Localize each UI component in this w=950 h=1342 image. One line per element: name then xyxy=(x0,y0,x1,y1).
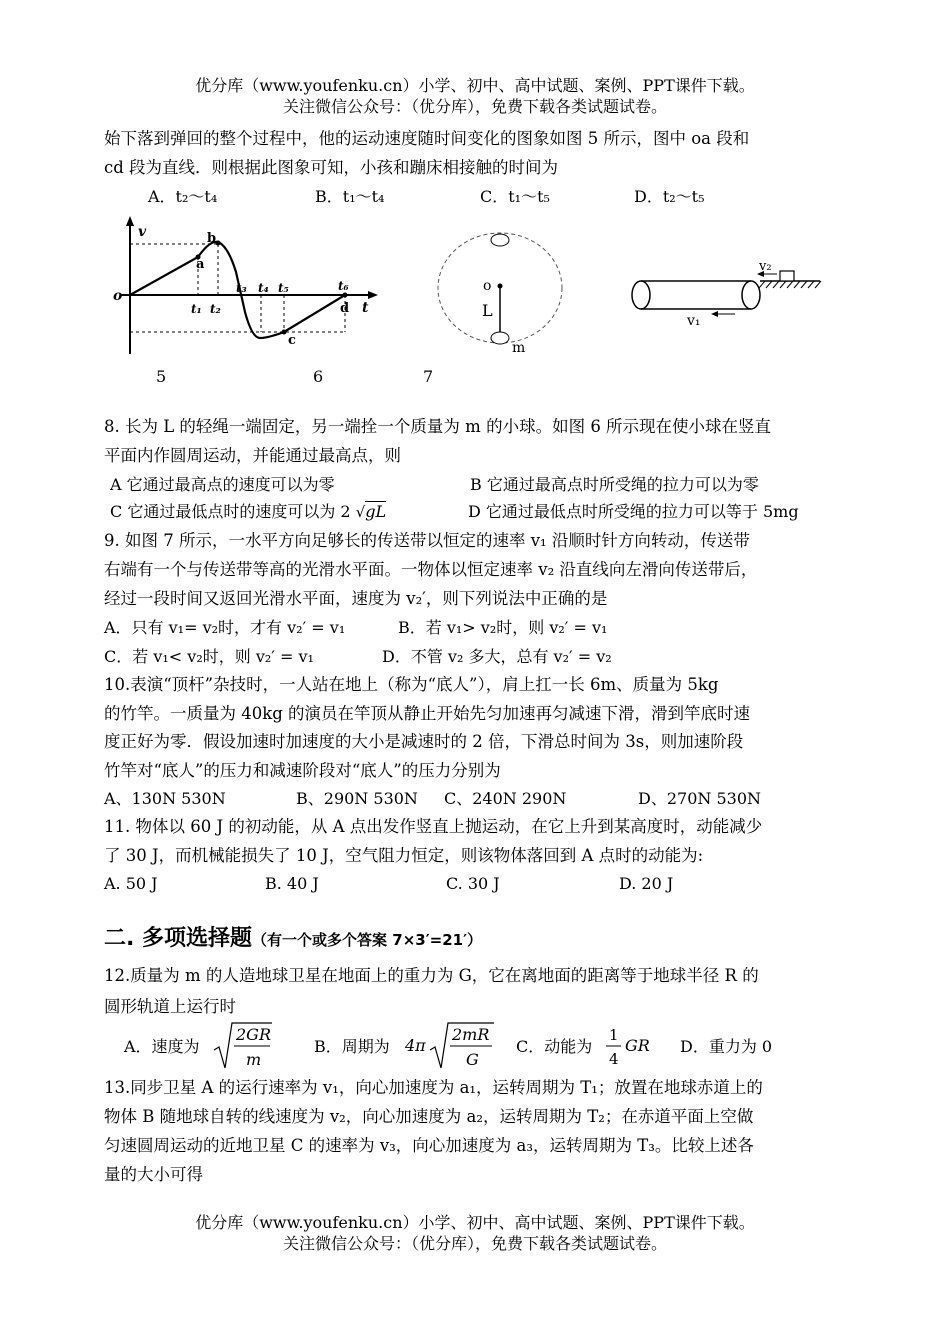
q12-option-b-coefficient: 4π xyxy=(405,1036,426,1055)
fig5-label-t: t xyxy=(362,300,369,316)
fig5-label-t2: t₂ xyxy=(210,302,221,316)
q12-c-denominator: 4 xyxy=(609,1050,619,1068)
fig5-label-t3: t₃ xyxy=(236,281,247,295)
q13-line-1: 13.同步卫星 A 的运行速率为 v₁，向心加速度为 a₁，运转周期为 T₁；放置在地球赤道上的 xyxy=(104,1078,763,1097)
fig5-label-d: d xyxy=(340,301,350,316)
q7-option-c: C．t₁～t₅ xyxy=(480,187,550,206)
fig6-ball-bottom xyxy=(491,332,509,344)
sqrt-symbol-icon: √ xyxy=(355,503,366,521)
q11-line-1: 11. 物体以 60 J 的初动能，从 A 点出发作竖直上抛运动，在它上升到某高度时，动能减少 xyxy=(104,817,763,836)
header-line-1: 优分库（www.youfenku.cn）小学、初中、高中试题、案例、PPT课件下载。 xyxy=(195,76,755,95)
fig5-label-o: o xyxy=(113,288,123,304)
q12-b-denominator: G xyxy=(466,1050,479,1069)
q8-option-c-text: C 它通过最低点时的速度可以为 2 xyxy=(110,502,351,521)
q10-option-a: A、130N 530N xyxy=(104,789,226,808)
q11-line-2: 了 30 J，而机械能损失了 10 J，空气阻力恒定，则该物体落回到 A 点时的动能为: xyxy=(104,846,704,865)
fig7-label-v2: v₂ xyxy=(759,259,772,274)
q11-option-a: A. 50 J xyxy=(104,874,158,893)
q9-option-a: A．只有 v₁= v₂时，才有 v₂′ = v₁ xyxy=(104,618,346,637)
fig7-left-roller xyxy=(632,281,650,309)
q12-line-2: 圆形轨道上运行时 xyxy=(104,997,236,1016)
fig6-ball-top xyxy=(491,234,509,246)
fig6-label-o: o xyxy=(483,278,492,294)
figure-5-vt-graph xyxy=(110,212,385,362)
fig6-label-L: L xyxy=(482,301,493,320)
q11-option-d: D. 20 J xyxy=(619,874,674,893)
q9-line-3: 经过一段时间又返回光滑水平面，速度为 v₂′，则下列说法中正确的是 xyxy=(104,589,608,608)
q8-option-a: A 它通过最高点的速度可以为零 xyxy=(110,475,335,494)
figure-6-caption: 6 xyxy=(313,367,324,386)
fig5-point-c xyxy=(282,330,287,335)
q12-option-a-label: A．速度为 xyxy=(124,1037,200,1056)
q13-line-3: 匀速圆周运动的近地卫星 C 的速率为 v₃，向心加速度为 a₃，运转周期为 T₃。比较上述各 xyxy=(104,1136,754,1155)
q11-option-c: C. 30 J xyxy=(446,874,500,893)
fig5-v-axis-arrow xyxy=(126,216,134,226)
q7-option-b: B．t₁～t₄ xyxy=(315,187,385,206)
section-2-title: 二. 多项选择题 xyxy=(104,926,253,951)
q12-a-numerator: 2GR xyxy=(236,1025,272,1044)
fig7-label-v1: v₁ xyxy=(687,313,701,329)
fig5-label-b: b xyxy=(207,231,217,246)
q8-option-c xyxy=(110,501,386,523)
q8-line-1: 8. 长为 L 的轻绳一端固定，另一端拴一个质量为 m 的小球。如图 6 所示现在使小球在竖直 xyxy=(104,417,772,436)
q12-a-denominator: m xyxy=(246,1050,262,1069)
fig7-block xyxy=(780,271,794,281)
figure-5-caption: 5 xyxy=(156,367,167,386)
q9-line-2: 右端有一个与传送带等高的光滑水平面。一物体以恒定速率 v₂ 沿直线向左滑向传送带后， xyxy=(104,560,758,579)
fig5-label-t1: t₁ xyxy=(191,302,202,316)
fig5-label-v: v xyxy=(138,224,147,240)
q10-option-c: C、240N 290N xyxy=(444,789,567,808)
q8-option-d: D 它通过最低点时所受绳的拉力可以等于 5mg xyxy=(468,502,799,521)
footer-line-1: 优分库（www.youfenku.cn）小学、初中、高中试题、案例、PPT课件下载。 xyxy=(195,1213,755,1232)
q7-text-line-2: cd 段为直线．则根据此图象可知，小孩和蹦床相接触的时间为 xyxy=(104,158,559,177)
q12-c-numerator: 1 xyxy=(609,1026,619,1044)
q10-line-3: 度正好为零．假设加速时加速度的大小是减速时的 2 倍，下滑总时间为 3s，则加速阶段 xyxy=(104,732,744,751)
q13-line-4: 量的大小可得 xyxy=(104,1165,203,1184)
fig5-point-b xyxy=(216,241,221,246)
fig7-surface-hatching xyxy=(759,281,821,288)
q10-line-2: 的竹竿。一质量为 40kg 的演员在竿顶从静止开始先匀加速再匀减速下滑，滑到竿底时速 xyxy=(104,704,751,723)
figure-7-caption: 7 xyxy=(423,367,434,386)
fig5-t-axis-arrow xyxy=(368,291,378,299)
q12-option-c-suffix: GR xyxy=(625,1036,650,1055)
q12-option-c-label: C．动能为 xyxy=(516,1037,593,1056)
fig6-label-m: m xyxy=(512,340,526,356)
q10-option-d: D、270N 530N xyxy=(638,789,761,808)
figure-7-conveyor xyxy=(625,255,825,335)
q12-option-b-label: B．周期为 xyxy=(314,1037,390,1056)
fig5-label-t6: t₆ xyxy=(338,279,349,293)
q7-text-line-1: 始下落到弹回的整个过程中，他的运动速度随时间变化的图象如图 5 所示，图中 oa 段和 xyxy=(104,129,750,148)
header-line-2: 关注微信公众号：（优分库），免费下载各类试题试卷。 xyxy=(282,97,667,116)
fig5-point-d xyxy=(343,293,348,298)
q12-line-1: 12.质量为 m 的人造地球卫星在地面上的重力为 G，它在离地面的距离等于地球半径 R 的 xyxy=(104,966,759,985)
fig5-label-c: c xyxy=(288,333,296,348)
section-2-heading xyxy=(104,925,482,954)
q11-option-b: B. 40 J xyxy=(265,874,319,893)
q9-option-b: B．若 v₁> v₂时，则 v₂′ = v₁ xyxy=(398,618,608,637)
q10-line-1: 10.表演“顶杆”杂技时，一人站在地上（称为“底人”），肩上扛一长 6m、质量为 5kg xyxy=(104,675,719,694)
q10-option-b: B、290N 530N xyxy=(296,789,418,808)
q8-line-2: 平面内作圆周运动，并能通过最高点，则 xyxy=(104,446,401,465)
q9-option-c: C．若 v₁< v₂时，则 v₂′ = v₁ xyxy=(104,647,314,666)
q12-b-numerator: 2mR xyxy=(452,1025,490,1044)
footer-line-2: 关注微信公众号：（优分库），免费下载各类试题试卷。 xyxy=(282,1234,667,1253)
fig7-right-roller xyxy=(742,281,760,309)
q12-option-a-formula xyxy=(212,1020,274,1072)
fig5-label-t4: t₄ xyxy=(258,281,269,295)
q10-line-4: 竹竿对“底人”的压力和减速阶段对“底人”的压力分别为 xyxy=(104,761,501,780)
figure-6-circle xyxy=(430,228,570,358)
q8-option-c-radicand: gL xyxy=(365,502,387,521)
q12-option-c-fraction xyxy=(604,1022,624,1070)
fig5-label-a: a xyxy=(196,257,205,272)
q8-option-b: B 它通过最高点时所受绳的拉力可以为零 xyxy=(470,475,759,494)
fig5-label-t5: t₅ xyxy=(278,281,289,295)
q12-option-b-formula xyxy=(428,1020,498,1072)
q9-line-1: 9. 如图 7 所示，一水平方向足够长的传送带以恒定的速率 v₁ 沿顺时针方向转动，传送带 xyxy=(104,531,750,550)
q7-option-a: A．t₂～t₄ xyxy=(148,187,218,206)
q7-option-d: D．t₂～t₅ xyxy=(634,187,705,206)
section-2-note: （有一个或多个答案 7×3′=21′） xyxy=(252,931,483,949)
q12-option-d: D．重力为 0 xyxy=(680,1037,773,1056)
q13-line-2: 物体 B 随地球自转的线速度为 v₂，向心加速度为 a₂，运转周期为 T₂；在赤道平面上空做 xyxy=(104,1107,754,1126)
q9-option-d: D．不管 v₂ 多大，总有 v₂′ = v₂ xyxy=(382,647,612,666)
